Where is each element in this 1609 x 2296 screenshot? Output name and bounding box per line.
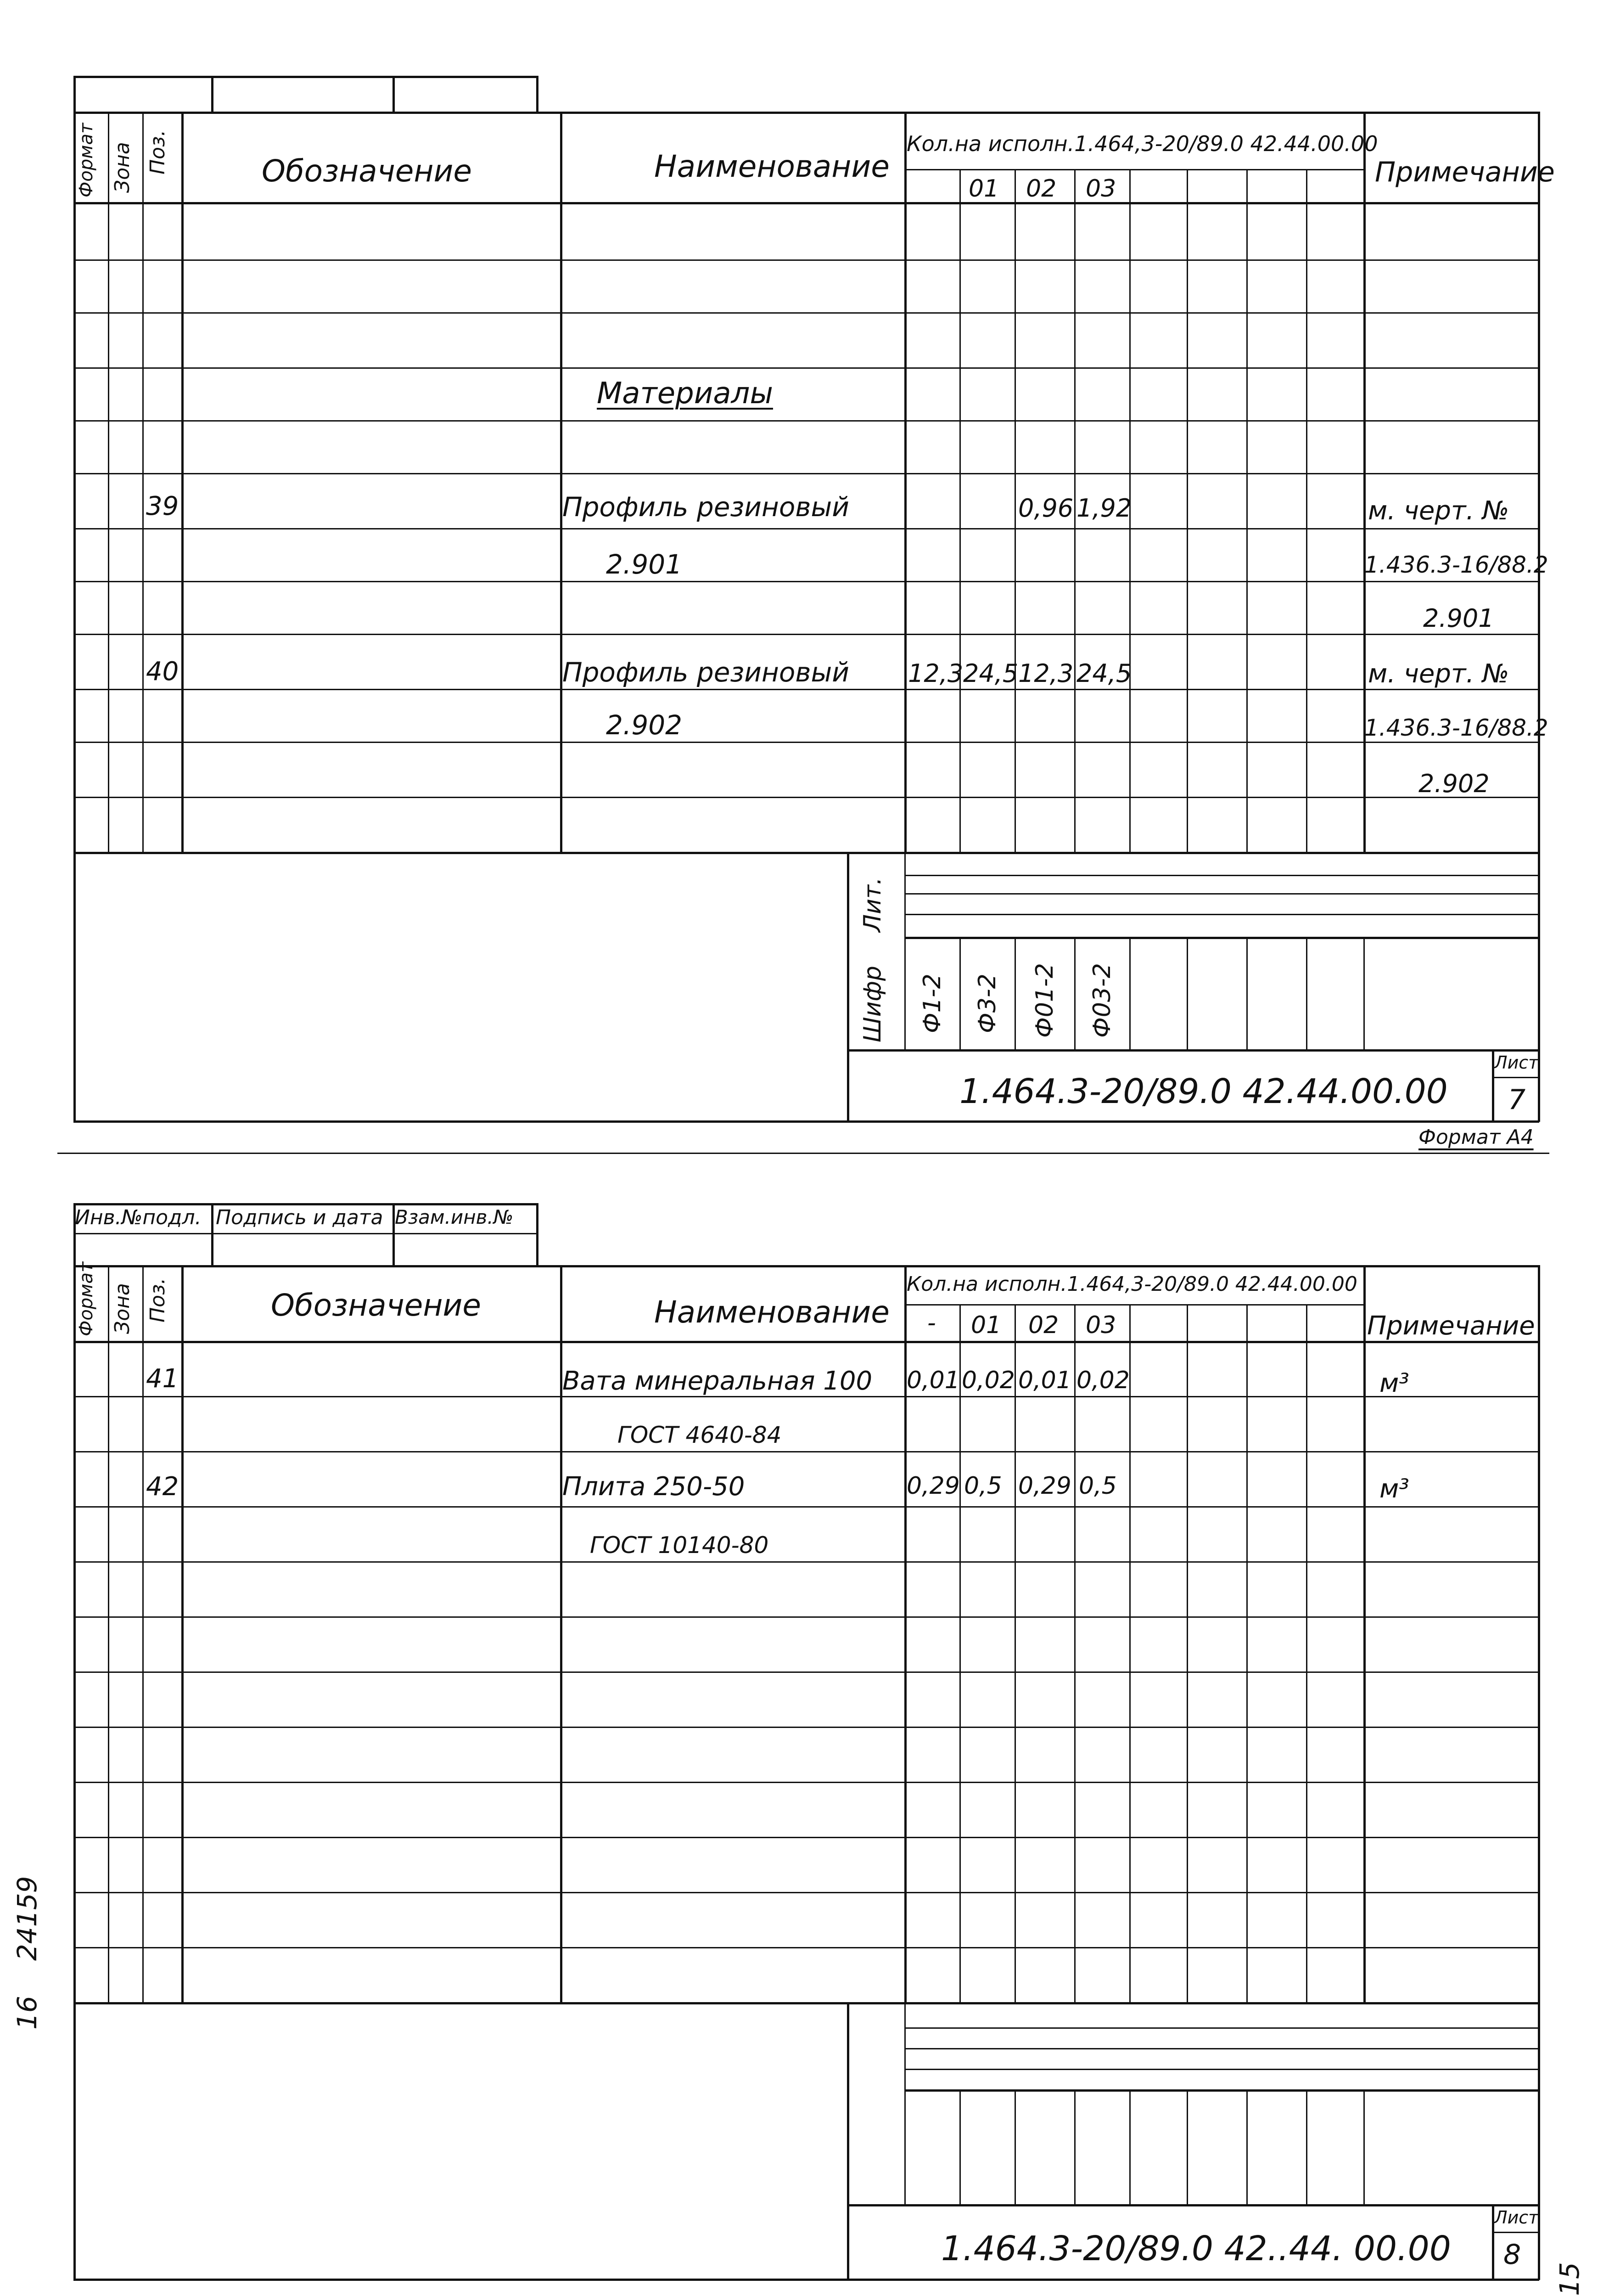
header-format: Формат bbox=[76, 1261, 97, 1336]
row-pos: 42 bbox=[146, 1472, 179, 1502]
row-name: Профиль резиновый bbox=[562, 657, 850, 688]
row-note: м³ bbox=[1379, 1368, 1409, 1398]
row-name: Вата минеральная 100 bbox=[562, 1366, 873, 1396]
row-qty: 0,5 bbox=[964, 1472, 1002, 1500]
cipher-value: Ф03-2 bbox=[1088, 963, 1116, 1038]
header-name: Наименование bbox=[654, 149, 890, 184]
header-qty-title: Кол.на исполн.1.464,3-20/89.0 42.44.00.00 bbox=[907, 1272, 1357, 1296]
row-note: 2.902 bbox=[1418, 769, 1490, 798]
header-qty-col: 02 bbox=[1028, 1311, 1059, 1339]
row-pos: 40 bbox=[146, 657, 179, 687]
row-note: м³ bbox=[1379, 1474, 1409, 1504]
header-zone: Зона bbox=[111, 1283, 134, 1334]
section-title: Материалы bbox=[597, 377, 773, 411]
row-note: 2.901 bbox=[1423, 604, 1494, 633]
header-zone: Зона bbox=[111, 142, 134, 193]
doc-code: 1.464.3-20/89.0 42..44. 00.00 bbox=[941, 2229, 1451, 2268]
page-number: 15 bbox=[1554, 2262, 1585, 2296]
row-name: 2.901 bbox=[606, 549, 683, 580]
margin-inv-number: 24159 bbox=[11, 1876, 43, 1961]
row-qty: 0,29 bbox=[1018, 1472, 1071, 1500]
sheet-label: Лист bbox=[1494, 1052, 1539, 1073]
header-designation: Обозначение bbox=[271, 1288, 481, 1323]
row-qty: 12,3 bbox=[1018, 659, 1074, 688]
row-qty: 12,3 bbox=[908, 659, 964, 688]
header-pos: Поз. bbox=[146, 1277, 169, 1322]
header-note: Примечание bbox=[1367, 1311, 1535, 1341]
format-note: Формат А4 bbox=[1418, 1125, 1534, 1149]
header-name: Наименование bbox=[654, 1294, 890, 1330]
row-qty: 1,92 bbox=[1076, 494, 1132, 523]
row-note: 1.436.3-16/88.2 bbox=[1364, 551, 1548, 578]
header-note: Примечание bbox=[1375, 156, 1555, 188]
row-qty: 24,5 bbox=[963, 659, 1019, 688]
header-pos: Поз. bbox=[146, 129, 169, 174]
header-qty-col: 03 bbox=[1086, 175, 1116, 203]
sheet-number: 7 bbox=[1508, 1084, 1526, 1116]
row-qty: 0,02 bbox=[1076, 1367, 1130, 1394]
row-name: 2.902 bbox=[606, 709, 683, 741]
row-name: Профиль резиновый bbox=[562, 491, 850, 523]
cipher-value: Ф1-2 bbox=[919, 974, 946, 1033]
lit-label: Лит. bbox=[859, 877, 886, 932]
doc-code: 1.464.3-20/89.0 42.44.00.00 bbox=[959, 1072, 1448, 1111]
stamp-inv-label: Инв.№подл. bbox=[75, 1206, 202, 1229]
header-qty-title: Кол.на исполн.1.464,3-20/89.0 42.44.00.00 bbox=[907, 131, 1378, 156]
header-qty-col: 01 bbox=[971, 1311, 1002, 1339]
row-qty: 0,01 bbox=[1018, 1367, 1071, 1394]
header-qty-col: - bbox=[927, 1309, 936, 1337]
sheet-number: 8 bbox=[1503, 2239, 1521, 2271]
row-qty: 0,96 bbox=[1018, 494, 1074, 523]
row-pos: 41 bbox=[146, 1364, 179, 1394]
header-qty-col: 02 bbox=[1026, 175, 1057, 203]
row-name: ГОСТ 4640-84 bbox=[617, 1422, 782, 1448]
sheet-label: Лист bbox=[1494, 2207, 1539, 2228]
cipher-label: Шифр bbox=[859, 966, 886, 1042]
row-name: ГОСТ 10140-80 bbox=[590, 1532, 769, 1559]
header-qty-col: 01 bbox=[969, 175, 999, 203]
row-pos: 39 bbox=[146, 491, 179, 521]
row-note: м. черт. № bbox=[1368, 496, 1509, 526]
stamp-sign-label: Подпись и дата bbox=[216, 1206, 383, 1229]
row-name: Плита 250-50 bbox=[562, 1472, 745, 1502]
cipher-value: Ф01-2 bbox=[1031, 963, 1059, 1038]
row-note: 1.436.3-16/88.2 bbox=[1364, 715, 1548, 741]
row-note: м. черт. № bbox=[1368, 659, 1509, 689]
cipher-value: Ф3-2 bbox=[974, 974, 1001, 1033]
row-qty: 24,5 bbox=[1076, 659, 1132, 688]
row-qty: 0,29 bbox=[907, 1472, 960, 1500]
header-format: Формат bbox=[76, 123, 97, 197]
row-qty: 0,5 bbox=[1079, 1472, 1117, 1500]
row-qty: 0,01 bbox=[907, 1367, 960, 1394]
row-qty: 0,02 bbox=[962, 1367, 1015, 1394]
header-qty-col: 03 bbox=[1086, 1311, 1116, 1339]
stamp-replace-label: Взам.инв.№ bbox=[395, 1206, 514, 1228]
margin-inv-suffix: 16 bbox=[11, 1996, 43, 2030]
header-designation: Обозначение bbox=[262, 153, 472, 189]
